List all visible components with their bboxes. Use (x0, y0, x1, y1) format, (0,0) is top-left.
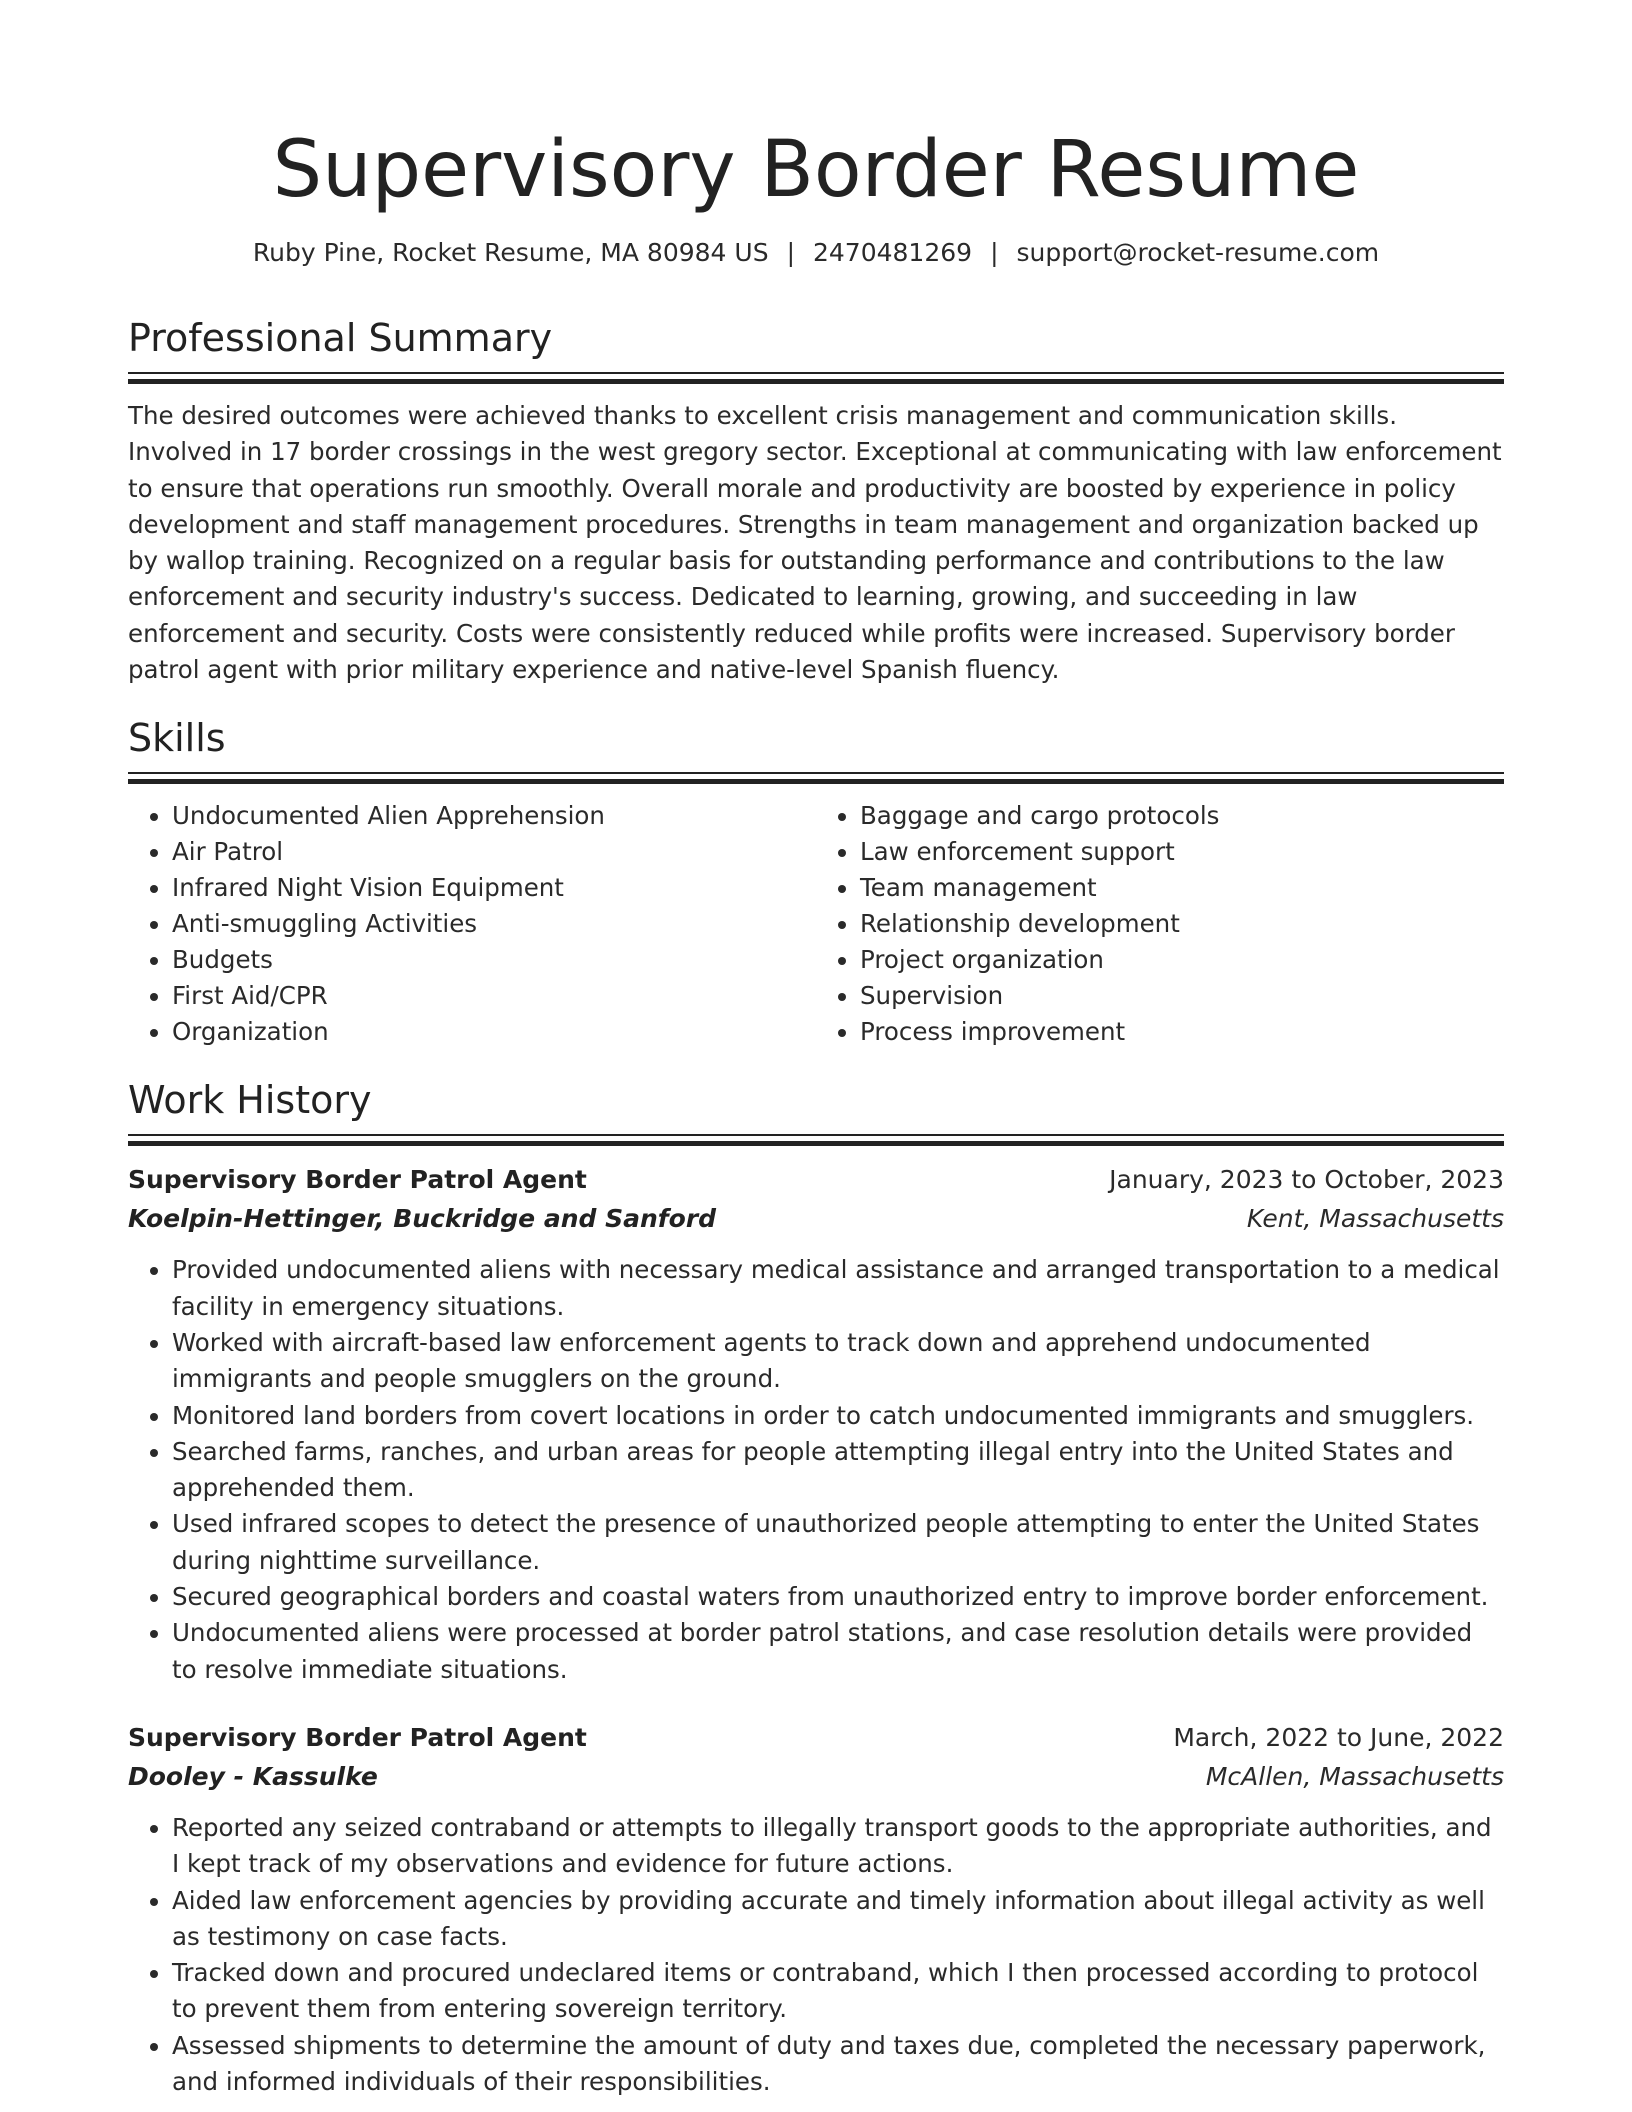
job-dates: March, 2022 to June, 2022 (1173, 1722, 1504, 1752)
section-divider (128, 772, 1504, 786)
contact-separator: | (786, 238, 795, 267)
section-heading-skills: Skills (128, 716, 226, 761)
section-divider (128, 372, 1504, 386)
job-entry (128, 1160, 1504, 1688)
job-company-row (128, 1200, 1504, 1238)
skill-item: • Budgets (172, 942, 816, 978)
job-duty-item: • Provided undocumented aliens with necessary medical assistance and arranged transportation to a medical facility in emergency situations. (172, 1252, 1504, 1325)
skill-item: • Law enforcement support (860, 834, 1504, 870)
summary-text: The desired outcomes were achieved thanks to excellent crisis management and communication skills. Involved in 17 border crossings in the west gregory sector. Exceptional at communicating with law enforcement to ensure that operations run smoothly. Overall morale and productivity are boosted by experience in policy development and staff management procedures. Strengths in team management and organization backed up by wallop training. Recognized on a regular basis for outstanding performance and contributions to the law enforcement and security industry's success. Dedicated to learning, growing, and succeeding in law enforcement and security. Costs were consistently reduced while profits were increased. Supervisory border patrol agent with prior military experience and native-level Spanish fluency. (128, 401, 1502, 685)
job-title: Supervisory Border Patrol Agent (128, 1165, 587, 1195)
skill-item: • Undocumented Alien Apprehension (172, 798, 816, 834)
skills-list-left (128, 798, 816, 1050)
job-duties-list (128, 1810, 1504, 2100)
job-duty-item: • Tracked down and procured undeclared items or contraband, which I then processed according to protocol to prevent them from entering sovereign territory. (172, 1955, 1504, 2028)
job-duty-item: • Used infrared scopes to detect the presence of unauthorized people attempting to enter the United States during nighttime surveillance. (172, 1506, 1504, 1579)
skill-item: • Project organization (860, 942, 1504, 978)
skill-item: • Team management (860, 870, 1504, 906)
contact-separator: | (990, 238, 999, 267)
work-history-section (128, 1076, 1504, 2100)
job-duty-item: • Reported any seized contraband or attempts to illegally transport goods to the appropriate authorities, and I kept track of my observations and evidence for future actions. (172, 1810, 1504, 1883)
job-company: Koelpin-Hettinger, Buckridge and Sanford (128, 1204, 717, 1234)
job-duty-item: • Worked with aircraft-based law enforcement agents to track down and apprehend undocumented immigrants and people smugglers on the ground. (172, 1325, 1504, 1398)
skill-item: • Baggage and cargo protocols (860, 798, 1504, 834)
job-duty-item: • Assessed shipments to determine the amount of duty and taxes due, completed the necessary paperwork, and informed individuals of their responsibilities. (172, 2028, 1504, 2101)
skill-item: • Supervision (860, 978, 1504, 1014)
section-divider (128, 1134, 1504, 1148)
contact-email: support@rocket-resume.com (1016, 238, 1380, 267)
section-heading-work-history: Work History (128, 1078, 372, 1123)
skill-item: • First Aid/CPR (172, 978, 816, 1014)
job-duty-item: • Monitored land borders from covert locations in order to catch undocumented immigrants and smugglers. (172, 1398, 1504, 1434)
resume-title: Supervisory Border Resume (272, 125, 1360, 215)
job-duty-item: • Aided law enforcement agencies by providing accurate and timely information about illegal activity as well as testimony on case facts. (172, 1883, 1504, 1956)
job-header-row (128, 1160, 1504, 1200)
resume-page (128, 0, 1504, 2100)
job-duty-item: • Searched farms, ranches, and urban areas for people attempting illegal entry into the United States and apprehended them. (172, 1434, 1504, 1507)
job-location: McAllen, Massachusetts (1205, 1761, 1504, 1791)
professional-summary-section (128, 314, 1504, 688)
job-duty-item: • Undocumented aliens were processed at border patrol stations, and case resolution details were provided to resolve immediate situations. (172, 1615, 1504, 1688)
contact-phone: 2470481269 (813, 238, 973, 267)
skill-item: • Anti-smuggling Activities (172, 906, 816, 942)
job-location: Kent, Massachusetts (1246, 1204, 1504, 1234)
job-title: Supervisory Border Patrol Agent (128, 1722, 587, 1752)
skills-list-right (816, 798, 1504, 1050)
skill-item: • Relationship development (860, 906, 1504, 942)
skills-columns (128, 798, 1504, 1050)
contact-address: Ruby Pine, Rocket Resume, MA 80984 US (252, 238, 769, 267)
skill-item: • Process improvement (860, 1014, 1504, 1050)
job-company: Dooley - Kassulke (128, 1761, 378, 1791)
job-duty-item: • Secured geographical borders and coastal waters from unauthorized entry to improve border enforcement. (172, 1579, 1504, 1615)
job-header-row (128, 1718, 1504, 1758)
skill-item: • Organization (172, 1014, 816, 1050)
job-duties-list (128, 1252, 1504, 1688)
skill-item: • Infrared Night Vision Equipment (172, 870, 816, 906)
skills-section (128, 714, 1504, 1050)
job-company-row (128, 1758, 1504, 1796)
contact-line (128, 236, 1504, 270)
skill-item: • Air Patrol (172, 834, 816, 870)
section-heading-summary: Professional Summary (128, 316, 553, 360)
job-entry (128, 1718, 1504, 2100)
job-dates: January, 2023 to October, 2023 (1109, 1165, 1504, 1195)
